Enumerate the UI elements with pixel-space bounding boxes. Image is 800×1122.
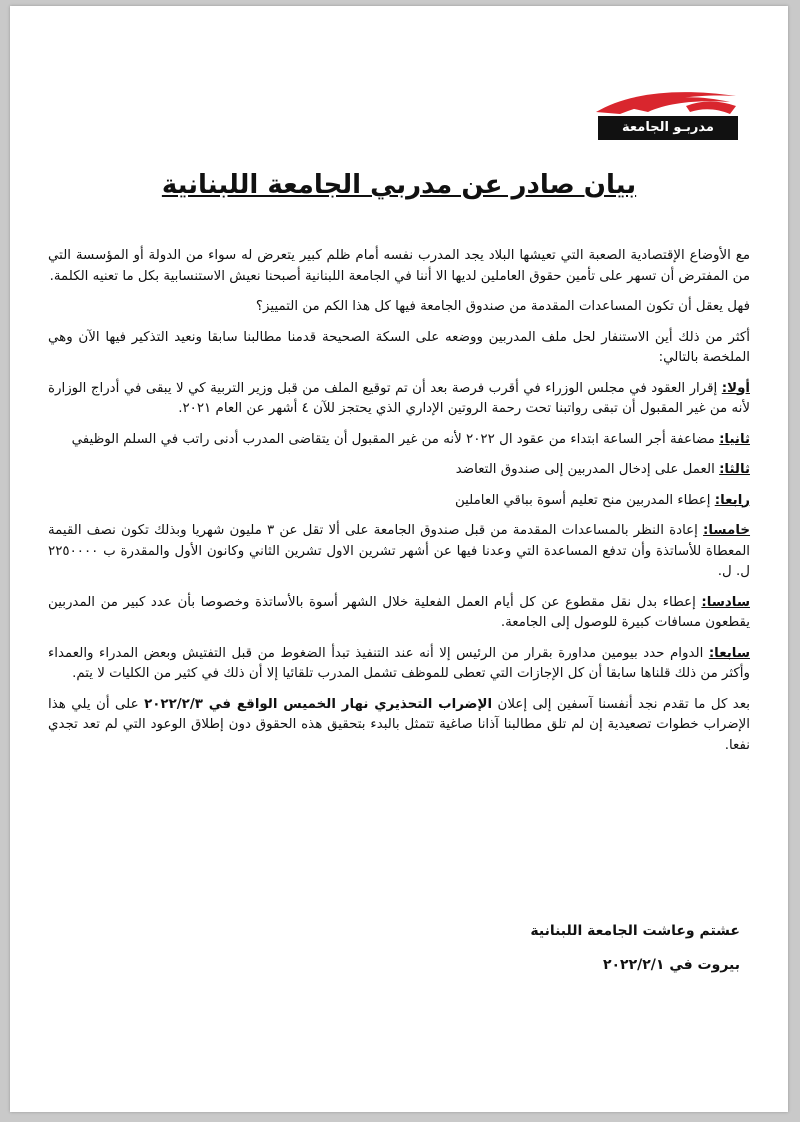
demand-item — [48, 491, 750, 512]
document-page — [10, 6, 788, 1112]
intro-paragraph: مع الأوضاع الإقتصادية الصعبة التي تعيشها البلاد يجد المدرب نفسه أمام ظلم كبير يتعرض له سواء من الدولة أو المؤسسة التي من المفترض أن تسهر على تأمين حقوق العاملين لديها الا أننا في الجامعة اللبنانية أصبحنا نعيش الاستنسابية بكل ما تعنيه الكلمة. — [48, 248, 750, 284]
demand-label: خامسا: — [703, 523, 751, 538]
demands-intro-paragraph: أكثر من ذلك أين الاستنفار لحل ملف المدربين ووضعه على السكة الصحيحة قدمنا مطالبنا سابقا ونعيد التذكير فيها الآن وهي الملخصة بالتالي: — [48, 329, 750, 365]
question-paragraph: فهل يعقل أن تكون المساعدات المقدمة من صندوق الجامعة فيها كل هذا الكم من التمييز؟ — [255, 299, 750, 314]
demand-label: سادسا: — [701, 594, 750, 610]
closing-text-before: بعد كل ما تقدم نجد أنفسنا آسفين إلى إعلان — [492, 696, 751, 712]
statement-body — [48, 246, 750, 766]
demand-label: ثانيا: — [719, 431, 750, 447]
demand-item — [48, 593, 750, 634]
demand-text: إعطاء بدل نقل مقطوع عن كل أيام العمل الفعلية خلال الشهر أسوة بالأساتذة وخصوصا بأن عدد كبير من المدربين يقطعون مسافات كبيرة للوصول إلى الجامعة. — [48, 594, 750, 630]
logo — [590, 86, 738, 159]
demand-item — [48, 379, 750, 420]
demand-label: سابعا: — [708, 645, 750, 661]
logo-swoosh-icon — [590, 86, 738, 118]
demand-label: أولا: — [721, 380, 750, 396]
demand-text: مضاعفة أجر الساعة ابتداء من عقود ال ٢٠٢٢ لأنه من غير المقبول أن يتقاضى المدرب أدنى راتب في السلم الوظيفي — [71, 431, 720, 447]
closing-strike-announcement: الإضراب التحذيري نهار الخميس الواقع في ٢٠٢٢/٢/٣ — [144, 696, 493, 712]
demand-item — [48, 521, 750, 583]
page-title: بيان صادر عن مدربي الجامعة اللبنانية — [161, 170, 637, 200]
demand-text: إعطاء المدربين منح تعليم أسوة بباقي العاملين — [454, 492, 715, 508]
demand-item — [48, 644, 750, 685]
demand-item — [48, 430, 750, 451]
signature-line: عشتم وعاشت الجامعة اللبنانية — [530, 923, 740, 939]
demand-text: إعادة النظر بالمساعدات المقدمة من قبل صندوق الجامعة على ألا تقل عن ٣ مليون شهريا وبذلك تكون نصف القيمة المعطاة للأساتذة وأن تدفع المساعدة التي وعدنا فيها عن أشهر تشرين الاول تشرين الثاني وكانون الأول والمقدرة ب ٢٢٥٠٠٠٠ ل. ل. — [48, 523, 750, 579]
demand-label: رابعا: — [714, 492, 750, 508]
logo-text: مدربـو الجامعة اللبنانية — [598, 116, 738, 140]
demand-text: إقرار العقود في مجلس الوزراء في أقرب فرصة بعد أن تم توقيع الملف من قبل وزير التربية كي لا يبقى في أدراج الوزارة لأنه من غير المقبول أن تبقى رواتبنا تحت رحمة الروتين الإداري الذي يحتجز للآن ٤ أشهر عن العام ٢٠٢١. — [48, 380, 750, 416]
demand-text: العمل على إدخال المدربين إلى صندوق التعاضد — [455, 462, 720, 477]
demand-label: ثالثا: — [719, 462, 750, 477]
closing-text-after: على أن يلي هذا الإضراب خطوات تصعيدية إن لم تلق مطالبنا آذانا صاغية تتمثل بالبدء بتحقيق هذه الحقوق دون إطلاق الوعود التي لم تعد تجدي نفعا. — [48, 696, 750, 753]
signature-block — [530, 914, 740, 982]
demand-text: الدوام حدد بيومين مداورة بقرار من الرئيس إلا أنه عند التنفيذ تبدأ الضغوط من قبل التفتيش وبعض المدراء والعمداء وأكثر من ذلك قلناها سابقا أن كل الإجازات التي تعطى للموظف تشمل المدرب تلقائيا إلا أن ذلك في كثير من الكليات لا يتم. — [48, 645, 750, 681]
demand-item — [48, 460, 750, 481]
closing-paragraph — [48, 695, 750, 757]
date-line: بيروت في ٢٠٢٢/٢/١ — [602, 957, 740, 973]
